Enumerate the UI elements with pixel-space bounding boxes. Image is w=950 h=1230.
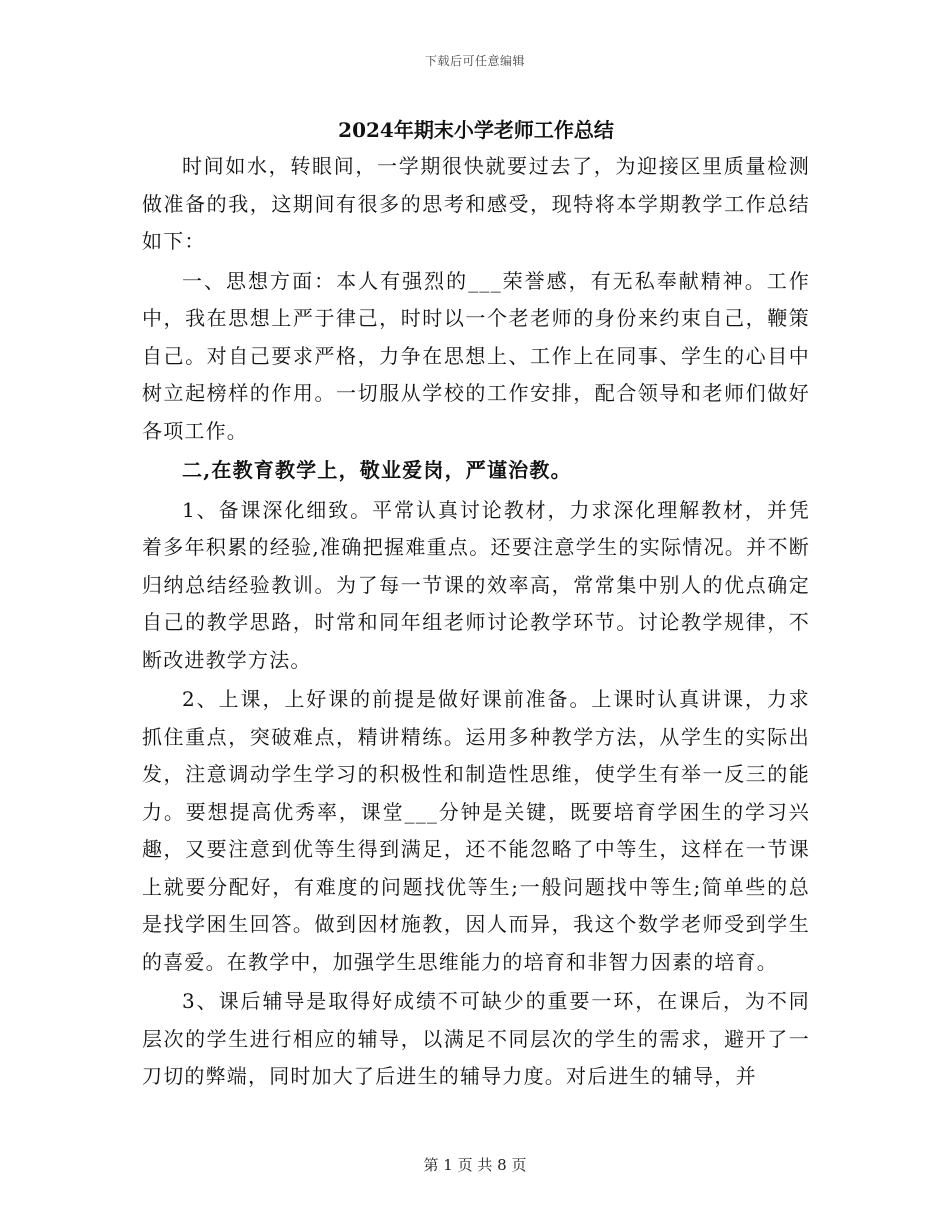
paragraph-item-2: 2、上课，上好课的前提是做好课前准备。上课时认真讲课，力求抓住重点，突破难点，精讲精练。运用多种教学方法，从学生的实际出发，注意调动学生学习的积极性和制造性思维，使学生有举一反三的能力。要想提高优秀率，课堂___分钟是关键，既要培育学困生的学习兴趣，又要注意到优等生得到满足，还不能忽略了中等生，这样在一节课上就要分配好，有难度的问题找优等生;一般问题找中等生;简单些的总是找学困生回答。做到因材施教，因人而异，我这个数学老师受到学生的喜爱。在教学中，加强学生思维能力的培育和非智力因素的培育。 [142,687,810,974]
document-title: 2024年期末小学老师工作总结 [338,118,614,142]
page-indicator: 第 1 页 共 8 页 [423,1156,527,1174]
page-header-note: 下载后可任意编辑 [424,54,525,68]
paragraph-item-3: 3、课后辅导是取得好成绩不可缺少的重要一环，在课后，为不同层次的学生进行相应的辅导，以满足不同层次的学生的需求，避开了一刀切的弊端，同时加大了后进生的辅导力度。对后进生的辅导，并 [142,989,810,1088]
document-body [142,112,810,1096]
paragraph-section-1: 一、思想方面：本人有强烈的___荣誉感，有无私奉献精神。工作中，我在思想上严于律己，时时以一个老老师的身份来约束自己，鞭策自己。对自己要求严格，力争在思想上、工作上在同事、学生的心目中树立起榜样的作用。一切服从学校的工作安排，配合领导和老师们做好各项工作。 [142,268,810,443]
section-heading-2: 二,在教育教学上，敬业爱岗，严谨治教。 [182,458,572,482]
paragraph-intro: 时间如水，转眼间，一学期很快就要过去了，为迎接区里质量检测做准备的我，这期间有很多的思考和感受，现特将本学期教学工作总结如下： [142,154,810,253]
paragraph-item-1: 1、备课深化细致。平常认真讨论教材，力求深化理解教材，并凭着多年积累的经验,准确把握难重点。还要注意学生的实际情况。并不断归纳总结经验教训。为了每一节课的效率高，常常集中别人的优点确定自己的教学思路，时常和同年组老师讨论教学环节。讨论教学规律，不断改进教学方法。 [142,497,810,672]
